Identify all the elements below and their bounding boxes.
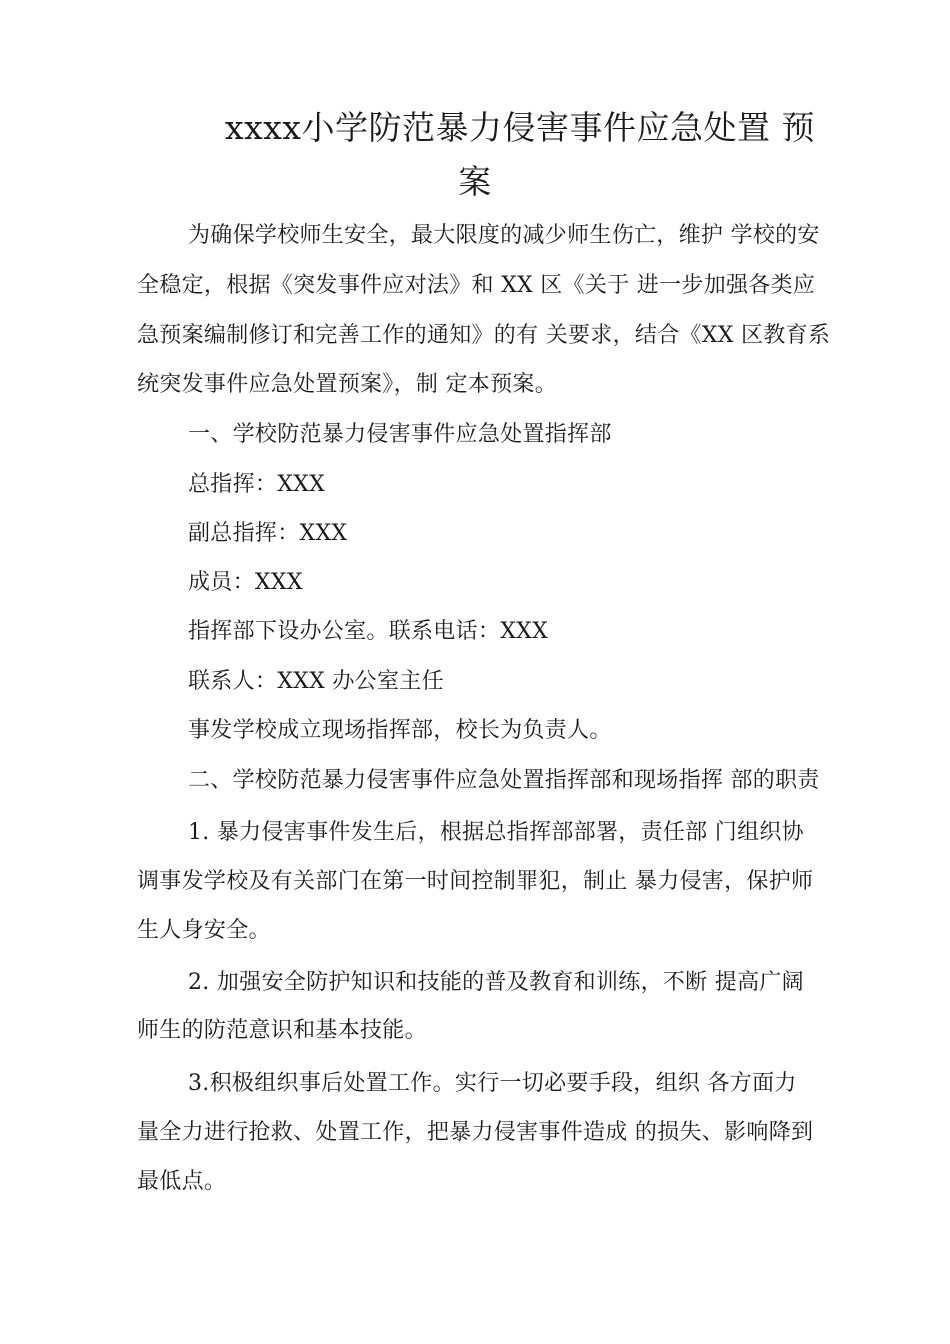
intro-line-3: 急预案编制修订和完善工作的通知》的有 关要求，结合《XX 区教育系 bbox=[137, 323, 831, 348]
intro-line-1: 为确保学校师生安全，最大限度的减少师生伤亡，维护 学校的安 bbox=[188, 223, 820, 248]
onsite-command-line: 事发学校成立现场指挥部，校长为负责人。 bbox=[188, 718, 612, 743]
item3-line-3: 最低点。 bbox=[137, 1169, 227, 1194]
document-title-line1: xxxx小学防范暴力侵害事件应急处置 预 bbox=[225, 108, 815, 147]
office-line: 指挥部下设办公室。联系电话：XXX bbox=[188, 619, 549, 644]
item3-line-2: 量全力进行抢救、处置工作，把暴力侵害事件造成 的损失、影响降到 bbox=[137, 1120, 814, 1145]
item1-line-1: 1. 暴力侵害事件发生后，根据总指挥部部署，责任部 门组织协 bbox=[188, 820, 804, 845]
section1-heading: 一、学校防范暴力侵害事件应急处置指挥部 bbox=[188, 422, 612, 447]
item3-line-1: 3.积极组织事后处置工作。实行一切必要手段，组织 各方面力 bbox=[188, 1071, 797, 1096]
intro-line-2: 全稳定，根据《突发事件应对法》和 XX 区《关于 进一步加强各类应 bbox=[137, 273, 816, 298]
item1-line-3: 生人身安全。 bbox=[137, 918, 271, 943]
intro-line-4: 统突发事件应急处置预案》，制 定本预案。 bbox=[137, 372, 557, 397]
section2-heading: 二、学校防范暴力侵害事件应急处置指挥部和现场指挥 部的职责 bbox=[188, 768, 820, 793]
item2-line-1: 2. 加强安全防护知识和技能的普及教育和训练，不断 提高广阔 bbox=[188, 970, 804, 995]
commander-line: 总指挥：XXX bbox=[188, 472, 326, 497]
contact-line: 联系人：XXX 办公室主任 bbox=[188, 669, 444, 694]
members-line: 成员：XXX bbox=[188, 570, 303, 595]
deputy-commander-line: 副总指挥：XXX bbox=[188, 521, 348, 546]
item2-line-2: 师生的防范意识和基本技能。 bbox=[137, 1018, 427, 1043]
item1-line-2: 调事发学校及有关部门在第一时间控制罪犯，制止 暴力侵害，保护师 bbox=[137, 869, 814, 894]
document-title-line2: 案 bbox=[458, 162, 492, 201]
